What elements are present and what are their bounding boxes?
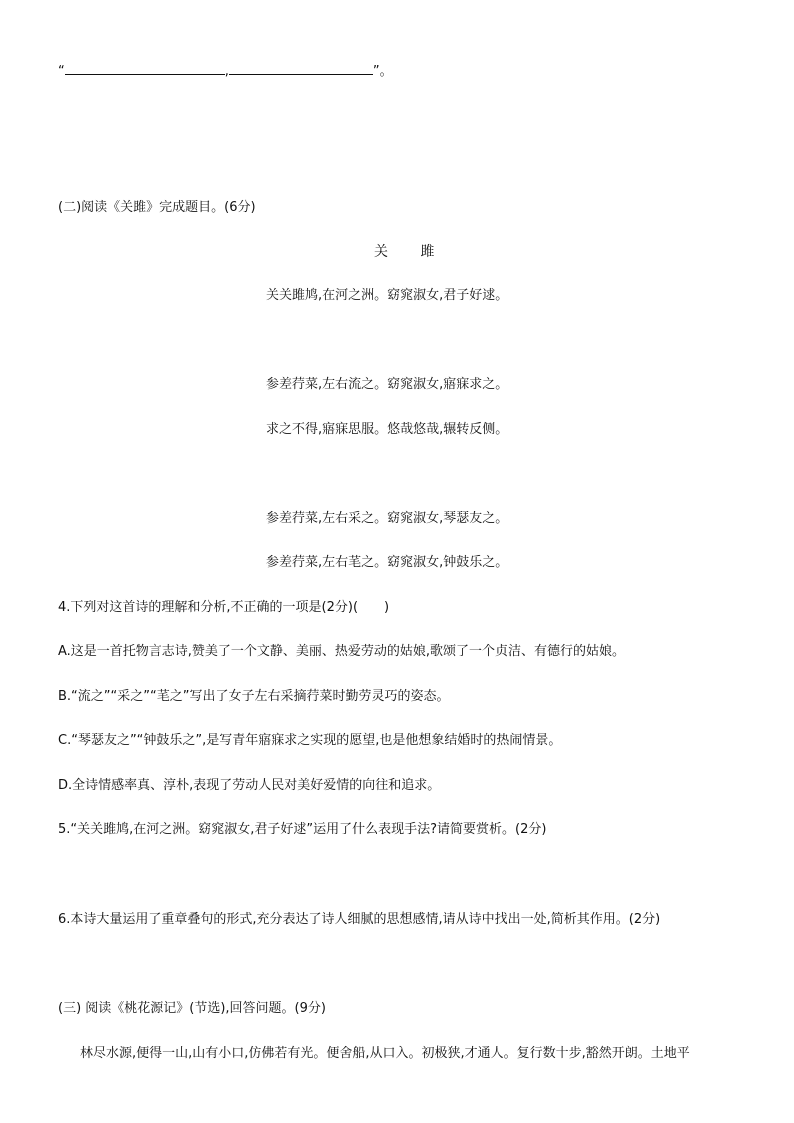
question-4-option-a[interactable]: A.这是一首托物言志诗,赞美了一个文静、美丽、热爱劳动的姑娘,歌颂了一个贞洁、有德行的姑娘。 xyxy=(58,644,626,659)
question-4-option-b[interactable]: B.“流之”“采之”“芼之”写出了女子左右采摘荇菜时勤劳灵巧的姿态。 xyxy=(58,689,450,704)
poem-line-1: 关关雎鸠,在河之洲。窈窕淑女,君子好逑。 xyxy=(266,288,509,303)
poem-line-2: 参差荇菜,左右流之。窈窕淑女,寤寐求之。 xyxy=(266,377,509,392)
section2-heading: (二)阅读《关雎》完成题目。(6分) xyxy=(58,200,256,215)
poem-line-3: 求之不得,寤寐思服。悠哉悠哉,辗转反侧。 xyxy=(266,422,509,437)
question-6-stem: 6.本诗大量运用了重章叠句的形式,充分表达了诗人细腻的思想感情,请从诗中找出一处,简析其作用。(2分) xyxy=(58,912,661,927)
passage-line: 林尽水源,便得一山,山有小口,仿佛若有光。便舍船,从口入。初极狭,才通人。复行数十步,豁然开朗。土地平 xyxy=(80,1046,690,1061)
poem-line-4: 参差荇菜,左右采之。窈窕淑女,琴瑟友之。 xyxy=(266,511,509,526)
question-5-stem: 5.“关关雎鸠,在河之洲。窈窕淑女,君子好逑”运用了什么表现手法?请简要赏析。(2分) xyxy=(58,822,547,837)
question-4-option-d[interactable]: D.全诗情感率真、淳朴,表现了劳动人民对美好爱情的向往和追求。 xyxy=(58,778,441,793)
question-4-stem: 4.下列对这首诗的理解和分析,不正确的一项是(2分)( ) xyxy=(58,600,390,615)
open-quote: “ xyxy=(58,64,65,79)
poem-line-5: 参差荇菜,左右芼之。窈窕淑女,钟鼓乐之。 xyxy=(266,555,509,570)
answer-blank-2[interactable] xyxy=(229,64,373,75)
answer-blank-1[interactable] xyxy=(65,64,225,75)
close-quote: ”。 xyxy=(372,64,393,79)
poem-title: 关 雎 xyxy=(374,244,449,260)
fill-in-blank-line xyxy=(58,64,393,80)
question-4-option-c[interactable]: C.“琴瑟友之”“钟鼓乐之”,是写青年寤寐求之实现的愿望,也是他想象结婚时的热闹情景。 xyxy=(58,733,562,748)
comma: , xyxy=(224,64,229,79)
section3-heading: (三) 阅读《桃花源记》(节选),回答问题。(9分) xyxy=(58,1001,326,1016)
